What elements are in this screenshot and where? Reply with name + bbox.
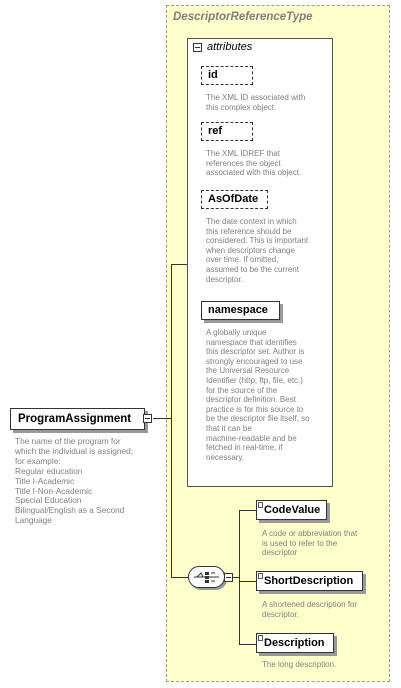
attributes-label: attributes bbox=[207, 41, 253, 53]
connector-seq-vertical bbox=[239, 510, 240, 644]
attribute-name: AsOfDate bbox=[208, 193, 259, 205]
sequence-compositor[interactable] bbox=[188, 566, 225, 588]
connector-root-trunk bbox=[153, 418, 172, 419]
element-codevalue[interactable] bbox=[256, 500, 327, 520]
attribute-name: id bbox=[208, 69, 218, 81]
element-description: A shortened description for descriptor. bbox=[262, 600, 358, 619]
attribute-description: The XML IDREF that references the object associated with this object. bbox=[206, 149, 302, 178]
element-description: A code or abbreviation that is used to refer to the descriptor bbox=[262, 529, 358, 558]
documentation-icon bbox=[258, 573, 263, 579]
root-element-name: ProgramAssignment bbox=[18, 413, 132, 425]
element-name: ShortDescription bbox=[264, 575, 354, 587]
connector-to-sequence bbox=[171, 577, 189, 578]
documentation-icon bbox=[258, 502, 263, 508]
collapse-sequence-icon[interactable] bbox=[224, 573, 233, 582]
complex-type-title: DescriptorReferenceType bbox=[173, 11, 313, 23]
root-element-programassignment[interactable] bbox=[10, 408, 145, 430]
connector-to-description bbox=[239, 644, 256, 645]
attribute-name: namespace bbox=[208, 304, 268, 316]
element-description-text: The long description. bbox=[262, 660, 337, 669]
element-name: CodeValue bbox=[264, 504, 321, 516]
element-description[interactable] bbox=[256, 633, 334, 653]
attribute-description: The date context in which this reference should be considered. This is important when descriptors change over time. If omitted, assumed to be the current descriptor. bbox=[206, 217, 309, 284]
attribute-description: The XML ID associated with this complex object. bbox=[206, 93, 306, 112]
collapse-attributes-icon[interactable] bbox=[193, 43, 202, 52]
attribute-ref[interactable] bbox=[201, 122, 253, 141]
collapse-root-icon[interactable] bbox=[143, 414, 152, 423]
attribute-id[interactable] bbox=[201, 66, 253, 85]
connector-to-codevalue bbox=[239, 510, 256, 511]
root-element-description: The name of the program for which the individual is assigned; for example: Regular education Title I-Academic Title I-Non-Academic Special Education Bilingual/English as a Second Language bbox=[15, 436, 134, 526]
attribute-namespace[interactable] bbox=[201, 301, 280, 320]
element-name: Description bbox=[264, 637, 325, 649]
attribute-name: ref bbox=[208, 125, 223, 137]
connector-trunk-vertical bbox=[171, 264, 172, 578]
sequence-icon bbox=[189, 567, 224, 587]
attribute-description: A globally unique namespace that identifies this descriptor set. Author is strongly encouraged to use the Universal Resource Identifier (http, ftp, file, etc.) for the source of the descriptor definition. Best practice is for this source to be the descriptor file itself, so that it can be machine-readable and be fetched in real-time, if necessary. bbox=[206, 328, 310, 462]
connector-to-attributes bbox=[171, 264, 188, 265]
attribute-asofdate[interactable] bbox=[201, 190, 268, 209]
documentation-icon bbox=[258, 635, 263, 641]
element-shortdescription[interactable] bbox=[256, 571, 363, 591]
connector-to-shortdescription bbox=[239, 581, 256, 582]
